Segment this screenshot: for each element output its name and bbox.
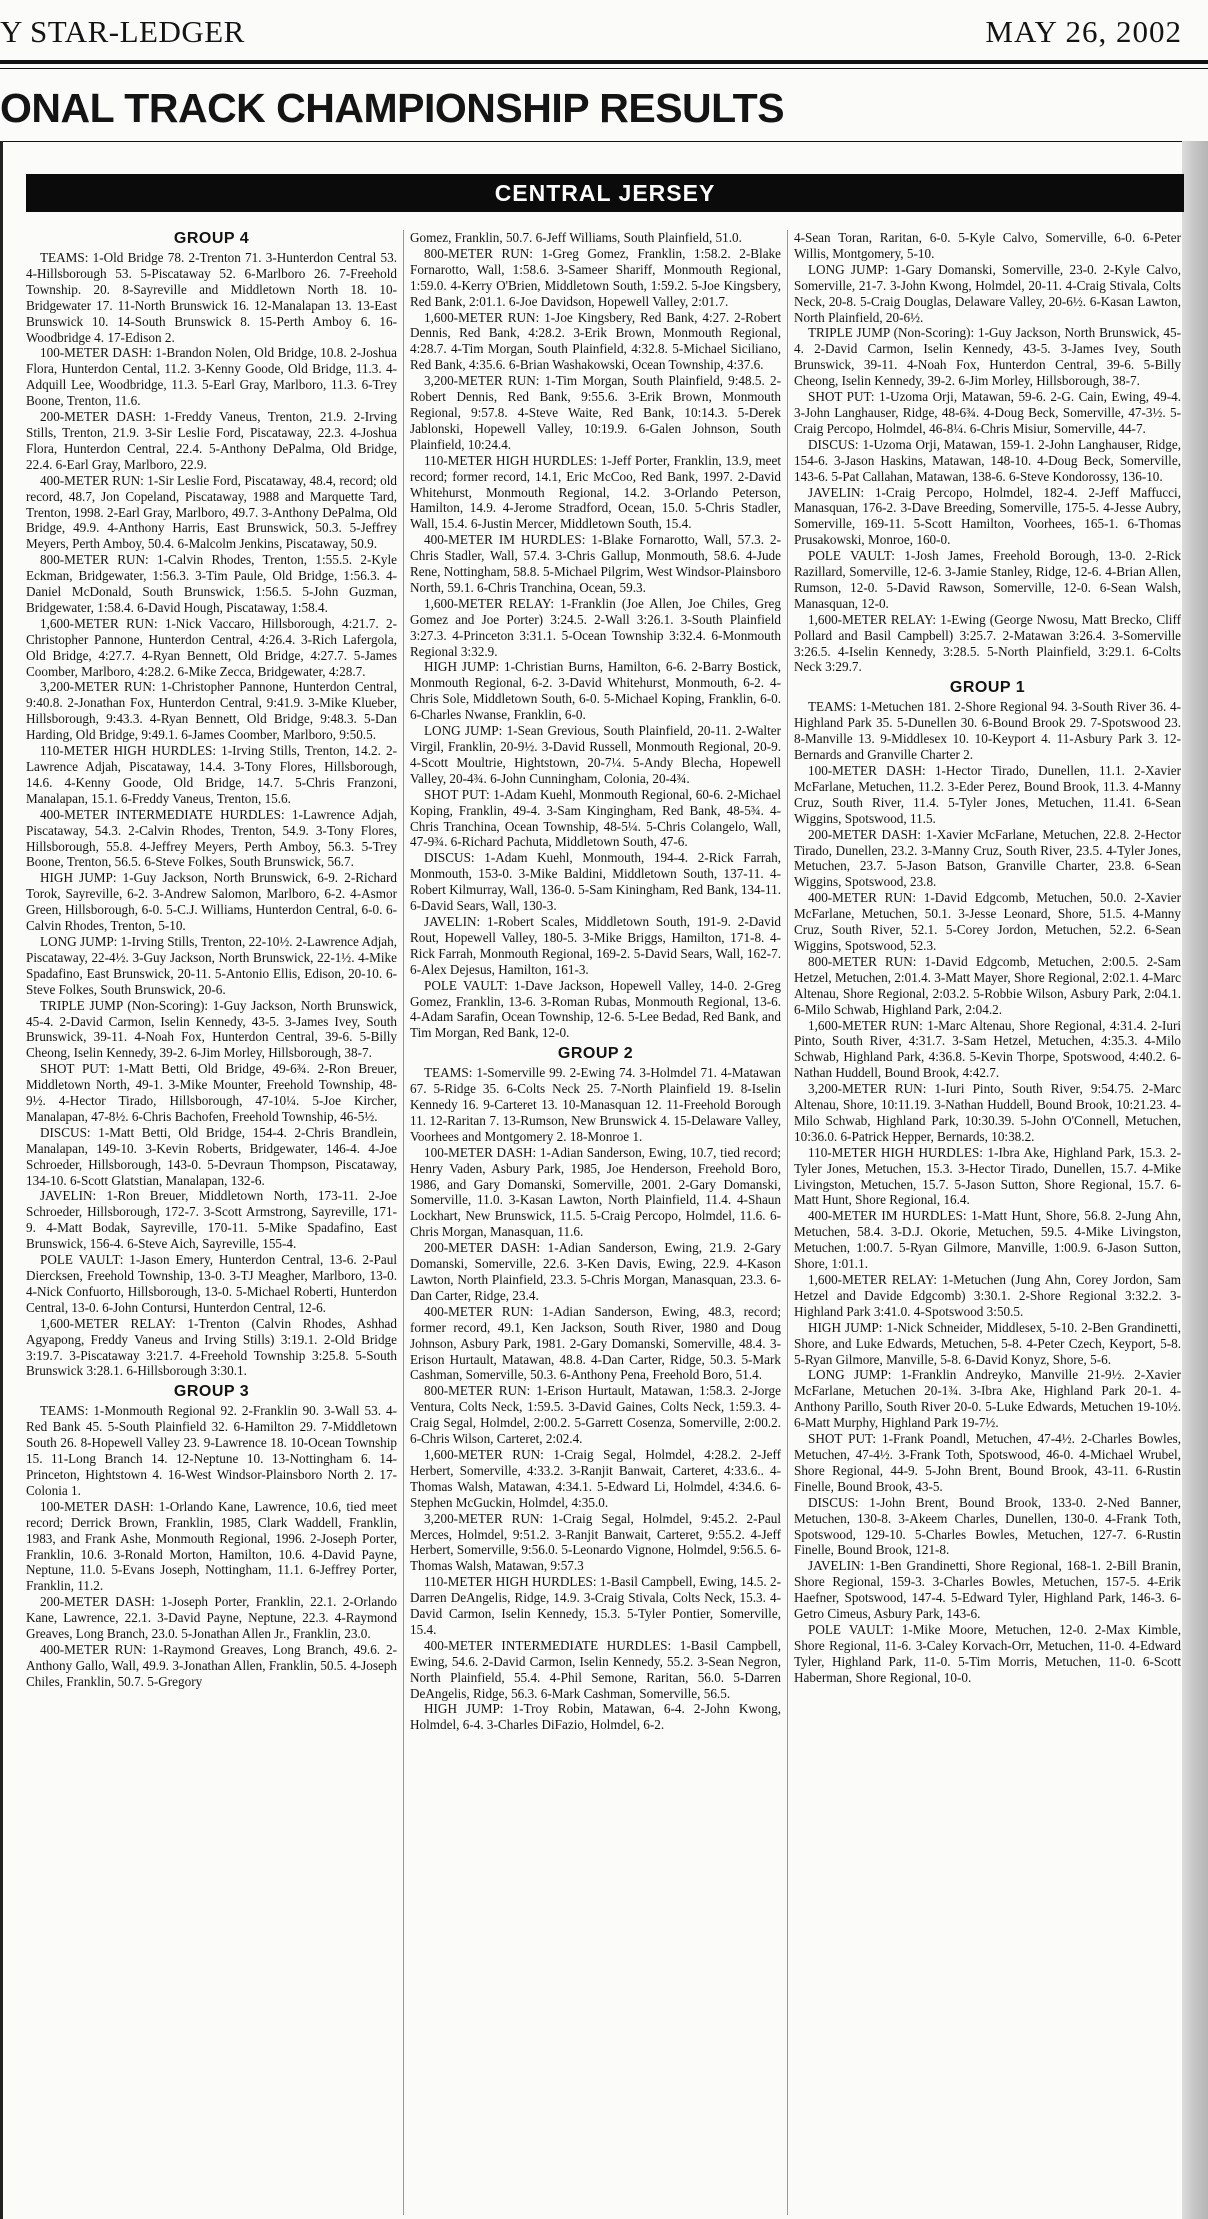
event-result: 100-METER DASH: 1-Hector Tirado, Dunellen, 11.1. 2-Xavier McFarlane, Metuchen, 11.2. 3-Eder Perez, Bound Brook, 11.3. 4-Manny Cruz, South River, 11.4. 5-Tyler Jones, Metuchen, 11.41. 6-Sean Wiggins, Spotswood, 11.5. <box>794 763 1181 826</box>
group-heading: GROUP 1 <box>949 679 1026 697</box>
event-result: TEAMS: 1-Metuchen 181. 2-Shore Regional 94. 3-South River 36. 4-Highland Park 35. 5-Dunellen 30. 6-Bound Brook 29. 7-Spotswood 23. 8-Manville 13. 9-Middlesex 10. 10-Keyport 4. 11-Asbury Park 3. 12-Bernards and Granville Charter 2. <box>794 699 1181 763</box>
event-result: HIGH JUMP: 1-Christian Burns, Hamilton, 6-6. 2-Barry Bostick, Monmouth Regional, 6-2. 3-David Whitehurst, Monmouth, 6-2. 4-Chris Sole, Middletown South, 6-0. 5-Michael Koping, Franklin, 6-0. 6-Charles Nwanse, Franklin, 6-0. <box>410 659 781 723</box>
publication-name: Y STAR-LEDGER <box>0 14 245 49</box>
event-result: SHOT PUT: 1-Frank Poandl, Metuchen, 47-4½. 2-Charles Bowles, Metuchen, 47-4½. 3-Frank Toth, Spotswood, 46-0. 4-Michael Wrubel, Shore Regional, 44-9. 5-John Brent, Bound Brook, 43-11. 6-Rustin Finelle, Bound Brook, 43-5. <box>794 1431 1181 1494</box>
event-result: SHOT PUT: 1-Matt Betti, Old Bridge, 49-6¾. 2-Ron Breuer, Middletown North, 49-1. 3-Mike Mounter, Freehold Township, 48-9½. 4-Hector Tirado, Hillsborough, 47-10¼. 5-Joe Kircher, Manalapan, 47-8½. 6-Chris Bachofen, Freehold Township, 46-5½. <box>26 1061 397 1124</box>
event-result: 400-METER RUN: 1-Raymond Greaves, Long Branch, 49.6. 2-Anthony Gallo, Wall, 49.9. 3-Jonathan Allen, Franklin, 50.5. 4-Joseph Chiles, Franklin, 50.7. 5-Gregory <box>26 1641 397 1689</box>
column-divider <box>403 230 404 2215</box>
event-result: 400-METER RUN: 1-Sir Leslie Ford, Piscataway, 48.4, record; old record, 48.7, Jon Copeland, Piscataway, 1988 and Marquette Tard, Trenton, 1998. 2-Earl Gray, Marlboro, 49.7. 3-Anthony DePalma, Old Bridge, 49.9. 4-Anthony Harris, East Brunswick, 50.3. 5-Jeffrey Meyers, Perth Amboy, 50.4. 6-Malcolm Jenkins, Piscataway, 50.9. <box>26 472 397 552</box>
event-result: 3,200-METER RUN: 1-Craig Segal, Holmdel, 9:45.2. 2-Paul Merces, Holmdel, 9:51.2. 3-Ranjit Banwait, Carteret, 9:55.2. 4-Jeff Herbert, Somerville, 9:56.0. 5-Leonardo Vignone, Holmdel, 9:56.5. 6-Thomas Walsh, Matawan, 9:57.3 <box>410 1510 781 1574</box>
event-result: 1,600-METER RUN: 1-Marc Altenau, Shore Regional, 4:31.4. 2-Iuri Pinto, South River, 4:31.7. 3-Sam Hetzel, Metuchen, 4:35.3. 4-Milo Schwab, Highland Park, 4:36.8. 5-Kevin Thorpe, Spotswood, 4:40.2. 6-Nathan Huddell, Bound Brook, 4:42.7. <box>794 1017 1181 1081</box>
event-result: DISCUS: 1-John Brent, Bound Brook, 133-0. 2-Ned Banner, Metuchen, 130-8. 3-Akeem Charles, Dunellen, 130-0. 4-Frank Toth, Spotswood, 129-10. 5-Charles Bowles, Metuchen, 127-7. 6-Rustin Finelle, Bound Brook, 121-8. <box>794 1494 1181 1558</box>
group-heading: GROUP 2 <box>557 1045 634 1063</box>
masthead <box>0 0 1208 64</box>
publication-date: MAY 26, 2002 <box>985 14 1182 49</box>
event-result: 110-METER HIGH HURDLES: 1-Basil Campbell, Ewing, 14.5. 2-Darren DeAngelis, Ridge, 14.9. 3-Craig Stivala, Colts Neck, 15.3. 4-David Carmon, Iselin Kennedy, 15.3. 5-Tyler Pontier, Somerville, 15.4. <box>410 1574 781 1637</box>
event-result: DISCUS: 1-Adam Kuehl, Monmouth, 194-4. 2-Rick Farrah, Monmouth, 153-0. 3-Mike Baldini, Middletown South, 137-11. 4-Robert Kilmurray, Wall, 136-0. 5-Sam Kiningham, Red Bank, 134-11. 6-David Sears, Wall, 130-3. <box>410 850 781 914</box>
event-result: 400-METER IM HURDLES: 1-Matt Hunt, Shore, 56.8. 2-Jung Ahn, Metuchen, 58.4. 3-D.J. Okorie, Metuchen, 59.5. 4-Mike Livingston, Metuchen, 1:00.7. 5-Ryan Gilmore, Manville, 1:00.9. 6-Jason Sutton, Shore, 1:01.1. <box>794 1208 1181 1272</box>
page-headline: ONAL TRACK CHAMPIONSHIP RESULTS <box>0 85 785 131</box>
event-result: TEAMS: 1-Somerville 99. 2-Ewing 74. 3-Holmdel 71. 4-Matawan 67. 5-Ridge 35. 6-Colts Neck 25. 7-North Plainfield 19. 8-Iselin Kennedy 16. 9-Carteret 13. 10-Manasquan 12. 11-Freehold Borough 11. 12-Raritan 7. 13-Rumson, New Brunswick 4. 15-Delaware Valley, Voorhees and Montgomery 2. 18-Monroe 1. <box>410 1065 781 1144</box>
event-result: 400-METER RUN: 1-David Edgcomb, Metuchen, 50.0. 2-Xavier McFarlane, Metuchen, 50.1. 3-Jesse Leonard, Shore, 51.5. 4-Manny Cruz, South River, 52.1. 5-Corey Jordon, Metuchen, 52.2. 6-Sean Wiggins, Spotswood, 52.3. <box>794 890 1181 953</box>
event-result: 800-METER RUN: 1-Erison Hurtault, Matawan, 1:58.3. 2-Jorge Ventura, Colts Neck, 1:59.5. 3-David Gaines, Colts Neck, 1:59.3. 4-Craig Segal, Holmdel, 2:00.2. 5-Garrett Cosenza, Somerville, 2:00.2. 6-Chris Wilson, Carteret, 2:02.4. <box>410 1383 781 1447</box>
right-edge-shadow <box>1182 141 1208 2219</box>
masthead-rule <box>0 68 1208 69</box>
event-result: TEAMS: 1-Old Bridge 78. 2-Trenton 71. 3-Hunterdon Central 53. 4-Hillsborough 53. 5-Piscataway 52. 6-Marlboro 26. 7-Freehold Township. 20. 8-Sayreville and Middletown North 18. 10-Bridgewater 17. 11-North Brunswick 16. 12-Manalapan 13. 13-East Brunswick 10. 14-South Brunswick 8. 15-Perth Amboy 6. 16-Woodbridge 4. 17-Edison 2. <box>26 250 397 345</box>
event-result: 800-METER RUN: 1-Calvin Rhodes, Trenton, 1:55.5. 2-Kyle Eckman, Bridgewater, 1:56.3. 3-Tim Paule, Old Bridge, 1:56.3. 4-Daniel McDonald, South Brunswick, 1:56.5. 5-John Guzman, Bridgewater, 1:58.4. 6-David Hough, Piscataway, 1:58.4. <box>26 552 397 615</box>
event-result: 200-METER DASH: 1-Freddy Vaneus, Trenton, 21.9. 2-Irving Stills, Trenton, 21.9. 3-Sir Leslie Ford, Piscataway, 22.3. 4-Joshua Flora, Hunterdon Central, 22.4. 5-Anthony DePalma, Old Bridge, 22.4. 6-Earl Gray, Marlboro, 22.9. <box>26 409 397 472</box>
event-result: 200-METER DASH: 1-Xavier McFarlane, Metuchen, 22.8. 2-Hector Tirado, Dunellen, 23.2. 3-Manny Cruz, South River, 23.5. 4-Tyler Jones, Metuchen, 23.7. 5-Jason Batson, Granville Charter, 23.8. 6-Sean Wiggins, Spotswood, 23.8. <box>794 826 1181 890</box>
event-result: LONG JUMP: 1-Sean Grevious, South Plainfield, 20-11. 2-Walter Virgil, Franklin, 20-9½. 3-David Russell, Monmouth Regional, 20-9. 4-Scott Moultrie, Hightstown, 20-7¼. 5-Andy Blecha, Hopewell Valley, 20-4¾. 6-John Cunningham, Colonia, 20-4¾. <box>410 723 781 786</box>
event-result: 200-METER DASH: 1-Joseph Porter, Franklin, 22.1. 2-Orlando Kane, Lawrence, 22.1. 3-David Payne, Neptune, 22.3. 4-Raymond Greaves, Long Branch, 23.0. 5-Jonathan Allen Jr., Franklin, 23.0. <box>26 1594 397 1642</box>
event-result: 800-METER RUN: 1-David Edgcomb, Metuchen, 2:00.5. 2-Sam Hetzel, Metuchen, 2:01.4. 3-Matt Mayer, Shore Regional, 2:02.1. 4-Marc Altenau, Shore Regional, 2:03.2. 5-Robbie Wilson, Asbury Park, 2:04.1. 6-Milo Schwab, Highland Park, 2:04.2. <box>794 953 1181 1017</box>
event-result: 110-METER HIGH HURDLES: 1-Ibra Ake, Highland Park, 15.3. 2-Tyler Jones, Metuchen, 15.3. 3-Hector Tirado, Dunellen, 15.7. 4-Mike Livingston, Metuchen, 15.7. 5-Jason Sutton, Shore Regional, 15.7. 6-Matt Hunt, Shore Regional, 16.4. <box>794 1144 1181 1208</box>
column-divider <box>787 230 788 2215</box>
event-result: JAVELIN: 1-Ron Breuer, Middletown North, 173-11. 2-Joe Schroeder, Hillsborough, 172-7. 3-Scott Armstrong, Sayreville, 171-9. 4-Matt Bodak, Sayreville, 170-11. 5-Mike Spadafino, East Brunswick, 156-4. 6-Steve Aich, Sayreville, 155-4. <box>26 1188 397 1252</box>
event-result: 3,200-METER RUN: 1-Iuri Pinto, South River, 9:54.75. 2-Marc Altenau, Shore, 10:11.19. 3-Nathan Huddell, Bound Brook, 10:21.23. 4-Milo Schwab, Highland Park, 10:30.39. 5-John O'Connell, Metuchen, 10:36.0. 6-Patrick Hepper, Bernards, 10:38.2. <box>794 1081 1181 1144</box>
event-result: 1,600-METER RELAY: 1-Trenton (Calvin Rhodes, Ashhad Agyapong, Freddy Vaneus and Irving Stills) 3:19.1. 2-Old Bridge 3:19.7. 3-Piscataway 3:21.7. 4-Freehold Township 3:25.8. 5-South Brunswick 3:28.1. 6-Hillsborough 3:30.1. <box>26 1315 397 1379</box>
results-column-2 <box>410 230 781 2215</box>
event-result: SHOT PUT: 1-Uzoma Orji, Matawan, 59-6. 2-G. Cain, Ewing, 49-4. 3-John Langhauser, Ridge, 48-6¾. 4-Doug Beck, Somerville, 47-3½. 5-Craig Percopo, Holmdel, 46-8¼. 6-Chris Misiur, Somerville, 44-7. <box>794 389 1181 436</box>
event-result: 100-METER DASH: 1-Brandon Nolen, Old Bridge, 10.8. 2-Joshua Flora, Hunterdon Cental, 11.2. 3-Kenny Goode, Old Bridge, 11.3. 4-Adquill Lee, Woodbridge, 11.3. 5-Earl Gray, Marlboro, 11.3. 6-Trey Boone, Trenton, 11.6. <box>26 345 397 409</box>
event-result: TRIPLE JUMP (Non-Scoring): 1-Guy Jackson, North Brunswick, 45-4. 2-David Carmon, Iselin Kennedy, 43-5. 3-James Ivey, South Brunswick, 39-11. 4-Noah Fox, Hunterdon Central, 39-6. 5-Billy Cheong, Iselin Kennedy, 39-2. 6-Jim Morley, Hillsborough, 38-7. <box>26 997 397 1061</box>
event-result: 1,600-METER RUN: 1-Joe Kingsbery, Red Bank, 4:27. 2-Robert Dennis, Red Bank, 4:28.2. 3-Erik Brown, Monmouth Regional, 4:28.7. 4-Tim Morgan, South Plainfield, 4:32.8. 5-Michael Siciliano, Red Bank, 4:35.6. 6-Brian Washakowski, Ocean Township, 4:37.6. <box>410 309 781 373</box>
event-result: LONG JUMP: 1-Gary Domanski, Somerville, 23-0. 2-Kyle Calvo, Somerville, 21-7. 3-John Kwong, Holmdel, 20-11. 4-Craig Stivala, Colts Neck, 20-8. 5-Craig Douglas, Delaware Valley, 20-6½. 6-Kasan Lawton, North Plainfield, 20-6½. <box>794 261 1181 325</box>
event-result: 110-METER HIGH HURDLES: 1-Jeff Porter, Franklin, 13.9, meet record; former record, 14.1, Eric McCoo, Red Bank, 1997. 2-David Whitehurst, Monmouth Regional, 14.2. 3-Orlando Peterson, Hamilton, 14.9. 4-Jerome Stradford, Ocean, 15.0. 5-Chris Stadler, Wall, 15.4. 6-Justin Mercer, Middletown South, 15.4. <box>410 452 781 532</box>
event-result: 1,600-METER RUN: 1-Nick Vaccaro, Hillsborough, 4:21.7. 2-Christopher Pannone, Hunterdon Central, 4:26.4. 3-Rich Lafergola, Old Bridge, 4:27.7. 4-Ryan Bennett, Old Bridge, 4:27.7. 5-James Coomber, Marlboro, 4:28.2. 6-Mike Zecca, Bridgewater, 4:28.7. <box>26 615 397 679</box>
event-result: 400-METER RUN: 1-Adian Sanderson, Ewing, 48.3, record; former record, 49.1, Ken Jackson, South River, 1980 and Doug Johnson, Asbury Park, 1981. 2-Gary Domanski, Somerville, 48.4. 3-Erison Hurtault, Matawan, 48.8. 4-Dan Carter, Ridge, 50.3. 5-Mark Cashman, Somerville, 50.3. 6-Anthony Pena, Freehold Boro, 51.4. <box>410 1303 781 1383</box>
left-edge-strip <box>0 141 3 2219</box>
event-result: 400-METER INTERMEDIATE HURDLES: 1-Lawrence Adjah, Piscataway, 54.3. 2-Calvin Rhodes, Trenton, 54.9. 3-Tony Flores, Hillsborough, 55.8. 4-Jeffrey Meyers, Perth Amboy, 56.3. 5-Trey Boone, Trenton, 56.5. 6-Steve Folkes, South Brunswick, 56.7. <box>26 806 397 870</box>
event-result: 800-METER RUN: 1-Greg Gomez, Franklin, 1:58.2. 2-Blake Fornarotto, Wall, 1:58.6. 3-Sameer Shariff, Monmouth Regional, 1:59.0. 4-Kerry O'Brien, Middletown South, 1:59.2. 5-Joe Kingsbery, Red Bank, 2:01.1. 6-Joe Davidson, Hopewell Valley, 2:01.7. <box>410 245 781 309</box>
event-result: DISCUS: 1-Matt Betti, Old Bridge, 154-4. 2-Chris Brandlein, Manalapan, 149-10. 3-Kevin Roberts, Bridgewater, 146-4. 4-Joe Schroeder, Hillsborough, 143-0. 5-Devraun Thompson, Piscataway, 134-10. 6-Scott Glatstian, Manalapan, 132-6. <box>26 1124 397 1188</box>
event-result: JAVELIN: 1-Ben Grandinetti, Shore Regional, 168-1. 2-Bill Branin, Shore Regional, 159-3. 3-Charles Bowles, Metuchen, 157-5. 4-Erik Haefner, Spotswood, 147-4. 5-Edward Tyler, Highland Park, 146-3. 6-Getro Cimeus, Asbury Park, 143-6. <box>794 1558 1181 1622</box>
event-result: 400-METER INTERMEDIATE HURDLES: 1-Basil Campbell, Ewing, 54.6. 2-David Carmon, Iselin Kennedy, 55.2. 3-Sean Negron, North Plainfield, 55.4. 4-Phil Semone, Raritan, 56.0. 5-Darren DeAngelis, Ridge, 56.3. 6-Mark Cashman, Somerville, 56.5. <box>410 1637 781 1701</box>
event-result: LONG JUMP: 1-Irving Stills, Trenton, 22-10½. 2-Lawrence Adjah, Piscataway, 22-4½. 3-Guy Jackson, North Brunswick, 22-1½. 4-Mike Spadafino, East Brunswick, 20-11. 5-Antonio Ellis, Edison, 20-10. 6-Steve Folkes, South Brunswick, 20-6. <box>26 933 397 997</box>
results-column-1 <box>26 230 397 2215</box>
event-result: TRIPLE JUMP (Non-Scoring): 1-Guy Jackson, North Brunswick, 45-4. 2-David Carmon, Iselin Kennedy, 43-5. 3-James Ivey, South Brunswick, 39-11. 4-Noah Fox, Hunterdon Central, 39-6. 5-Billy Cheong, Iselin Kennedy, 39-2. 6-Jim Morley, Hillsborough, 38-7. <box>794 325 1181 389</box>
headline-rule <box>0 141 1208 142</box>
event-result: 400-METER IM HURDLES: 1-Blake Fornarotto, Wall, 57.3. 2-Chris Stadler, Wall, 57.4. 3-Chris Gallup, Monmouth, 58.6. 4-Jude Rene, Nottingham, 58.8. 5-Michael Pilgrim, West Windsor-Plainsboro North, 59.1. 6-Chris Tranchina, Ocean, 59.3. <box>410 532 781 595</box>
event-result: LONG JUMP: 1-Franklin Andreyko, Manville 21-9½. 2-Xavier McFarlane, Metuchen 20-1¾. 3-Ibra Ake, Highland Park 20-1. 4-Anthony Parillo, South River 20-0. 5-Luke Edwards, Metuchen 19-10½. 6-Matt Murphy, Highland Park 19-7½. <box>794 1367 1181 1431</box>
event-result: POLE VAULT: 1-Josh James, Freehold Borough, 13-0. 2-Rick Razillard, Somerville, 12-6. 3-Jamie Stanley, Ridge, 12-6. 4-Brian Allen, Rumson, 12-0. 5-David Rawson, Somerville, 12-0. 6-Sean Walsh, Manasquan, 12-0. <box>794 548 1181 611</box>
event-result: HIGH JUMP: 1-Troy Robin, Matawan, 6-4. 2-John Kwong, Holmdel, 6-4. 3-Charles DiFazio, Holmdel, 6-2. <box>410 1701 781 1733</box>
event-result: 3,200-METER RUN: 1-Christopher Pannone, Hunterdon Central, 9:40.8. 2-Jonathan Fox, Hunterdon Central, 9:41.9. 3-Mike Klueber, Hillsborough, 9:43.3. 4-Ryan Bennett, Old Bridge, 9:48.3. 5-Dan Harding, Old Bridge, 9:49.1. 6-James Coomber, Marlboro, 9:50.5. <box>26 679 397 743</box>
group-heading: GROUP 3 <box>173 1383 250 1401</box>
event-result: 1,600-METER RELAY: 1-Metuchen (Jung Ahn, Corey Jordon, Sam Hetzel and Davide Edgcomb) 3:30.1. 2-Shore Regional 3:32.2. 3-Highland Park 3:41.0. 4-Spotswood 3:50.5. <box>794 1272 1181 1319</box>
section-banner: CENTRAL JERSEY <box>26 174 1184 212</box>
event-result: JAVELIN: 1-Robert Scales, Middletown South, 191-9. 2-David Rout, Hopewell Valley, 180-5. 3-Mike Briggs, Hamilton, 171-8. 4-Rick Farrah, Monmouth Regional, 169-2. 5-David Sears, Wall, 162-7. 6-Alex Dejesus, Hamilton, 161-3. <box>410 913 781 977</box>
event-result: 100-METER DASH: 1-Adian Sanderson, Ewing, 10.7, tied record; Henry Vaden, Asbury Park, 1985, Joe Henderson, Freehold Boro, 1986, and Gary Domanski, Somerville, 2001. 2-Gary Domanski, Somerville, 11.0. 3-Kasan Lawton, North Plainfield, 11.4. 4-Shaun Lockhart, New Brunswick, 11.5. 5-Craig Percopo, Holmdel, 11.6. 6-Chris Morgan, Manasquan, 11.6. <box>410 1144 781 1240</box>
event-result: 1,600-METER RELAY: 1-Ewing (George Nwosu, Matt Brecko, Cliff Pollard and Basil Campbell) 3:25.7. 2-Matawan 3:26.4. 3-Somerville 3:26.5. 4-Iselin Kennedy, 3:28.5. 5-North Plainfield, 3:29.1. 6-Colts Neck 3:29.7. <box>794 611 1181 675</box>
event-result: 4-Sean Toran, Raritan, 6-0. 5-Kyle Calvo, Somerville, 6-0. 6-Peter Willis, Montgomery, 5-10. <box>794 230 1181 261</box>
event-result: 100-METER DASH: 1-Orlando Kane, Lawrence, 10.6, tied meet record; Derrick Brown, Franklin, 1985, Clark Waddell, Franklin, 1983, and Frank Ashe, Monmouth Regional, 1996. 2-Joseph Porter, Franklin, 10.6. 3-Ronald Morton, Hamilton, 10.6. 4-David Payne, Neptune, 11.0. 5-Evans Joseph, Nottingham, 11.1. 6-Jeffrey Porter, Franklin, 11.2. <box>26 1498 397 1594</box>
event-result: SHOT PUT: 1-Adam Kuehl, Monmouth Regional, 60-6. 2-Michael Koping, Franklin, 49-4. 3-Sam Kingingham, Red Bank, 48-5¾. 4-Chris Tranchina, Ocean Township, 48-5¼. 5-Chris Colangelo, Wall, 47-9¾. 6-Richard Pachuta, Middletown South, 47-6. <box>410 786 781 850</box>
event-result: POLE VAULT: 1-Dave Jackson, Hopewell Valley, 14-0. 2-Greg Gomez, Franklin, 13-6. 3-Roman Rubas, Monmouth Regional, 13-6. 4-Adam Sarafin, Ocean Township, 12-6. 5-Lee Bedad, Red Bank, and Tim Morgan, Red Bank, 12-0. <box>410 977 781 1041</box>
event-result: 3,200-METER RUN: 1-Tim Morgan, South Plainfield, 9:48.5. 2-Robert Dennis, Red Bank, 9:55.6. 3-Erik Brown, Monmouth Regional, 9:57.8. 4-Steve Waite, Red Bank, 10:14.3. 5-Derek Jablonski, Hopewell Valley, 10:19.9. 6-Galen Johnson, South Plainfield, 10:24.4. <box>410 373 781 452</box>
event-result: Gomez, Franklin, 50.7. 6-Jeff Williams, South Plainfield, 51.0. <box>410 230 742 245</box>
event-result: JAVELIN: 1-Craig Percopo, Holmdel, 182-4. 2-Jeff Maffucci, Manasquan, 176-2. 3-Dave Breeding, Somerville, 175-5. 4-Jesse Aubry, Somerville, 169-11. 5-Scott Hamilton, Voorhees, 165-1. 6-Thomas Prusakowski, Monroe, 160-0. <box>794 484 1181 548</box>
event-result: DISCUS: 1-Uzoma Orji, Matawan, 159-1. 2-John Langhauser, Ridge, 154-6. 3-Jason Haskins, Matawan, 148-10. 4-Doug Beck, Somerville, 143-6. 5-Pat Callahan, Matawan, 138-6. 6-Steve Kondorossy, 136-10. <box>794 436 1181 484</box>
event-result: 200-METER DASH: 1-Adian Sanderson, Ewing, 21.9. 2-Gary Domanski, Somerville, 22.6. 3-Ken Davis, Ewing, 22.9. 4-Kason Lawton, North Plainfield, 23.3. 5-Chris Morgan, Manasquan, 23.3. 6-Dan Carter, Ridge, 23.4. <box>410 1240 781 1303</box>
event-result: POLE VAULT: 1-Mike Moore, Metuchen, 12-0. 2-Max Kimble, Shore Regional, 11-6. 3-Caley Korvach-Orr, Metuchen, 11-0. 4-Edward Tyler, Highland Park, 11-0. 5-Tim Morris, Metuchen, 11-0. 6-Scott Haberman, Shore Regional, 10-0. <box>794 1621 1181 1685</box>
event-result: 1,600-METER RUN: 1-Craig Segal, Holmdel, 4:28.2. 2-Jeff Herbert, Somerville, 4:33.2. 3-Ranjit Banwait, Carteret, 4:33.6.. 4-Thomas Walsh, Matawan, 4:34.1. 5-Edward Li, Holmdel, 4:34.6. 6-Stephen McGuckin, Holmdel, 4:35.0. <box>410 1446 781 1510</box>
results-column-3 <box>794 230 1181 2215</box>
event-result: 110-METER HIGH HURDLES: 1-Irving Stills, Trenton, 14.2. 2-Lawrence Adjah, Piscataway, 14.4. 3-Tony Flores, Hillsborough, 14.6. 4-Kenny Goode, Old Bridge, 14.7. 5-Chris Franzoni, Manalapan, 15.1. 6-Freddy Vaneus, Trenton, 15.6. <box>26 743 397 806</box>
event-result: POLE VAULT: 1-Jason Emery, Hunterdon Central, 13-6. 2-Paul Diercksen, Freehold Township, 13-0. 3-TJ Meagher, Marlboro, 13-0. 4-Nick Confuorto, Hillsborough, 13-0. 5-Michael Roberti, Hunterdon Central, 13-0. 6-John Contursi, Hunterdon Central, 12-6. <box>26 1252 397 1315</box>
event-result: TEAMS: 1-Monmouth Regional 92. 2-Franklin 90. 3-Wall 53. 4-Red Bank 45. 5-South Plainfield 32. 6-Hamilton 29. 7-Middletown South 26. 8-Hopewell Valley 23. 9-Lawrence 18. 10-Ocean Township 15. 11-Long Branch 14. 12-Neptune 10. 13-Nottingham 6. 14-Princeton, Hightstown 4. 16-West Windsor-Plainsboro North 2. 17-Colonia 1. <box>26 1403 397 1498</box>
event-result: HIGH JUMP: 1-Guy Jackson, North Brunswick, 6-9. 2-Richard Torok, Sayreville, 6-2. 3-Andrew Salomon, Marlboro, 6-2. 4-Asmor Green, Hillsborough, 6-0. 5-C.J. Williams, Hunterdon Central, 6-0. 6-Calvin Rhodes, Trenton, 5-10. <box>26 870 397 934</box>
group-heading: GROUP 4 <box>173 230 250 247</box>
event-result: HIGH JUMP: 1-Nick Schneider, Middlesex, 5-10. 2-Ben Grandinetti, Shore, and Luke Edwards, Metuchen, 5-8. 4-Peter Czech, Keyport, 5-8. 5-Ryan Gilmore, Manville, 5-8. 6-David Konyz, Shore, 5-6. <box>794 1319 1181 1367</box>
event-result: 1,600-METER RELAY: 1-Franklin (Joe Allen, Joe Chiles, Greg Gomez and Joe Porter) 3:24.5. 2-Wall 3:26.1. 3-South Plainfield 3:27.3. 4-Princeton 3:31.1. 5-Ocean Township 3:32.4. 6-Monmouth Regional 3:32.9. <box>410 595 781 659</box>
